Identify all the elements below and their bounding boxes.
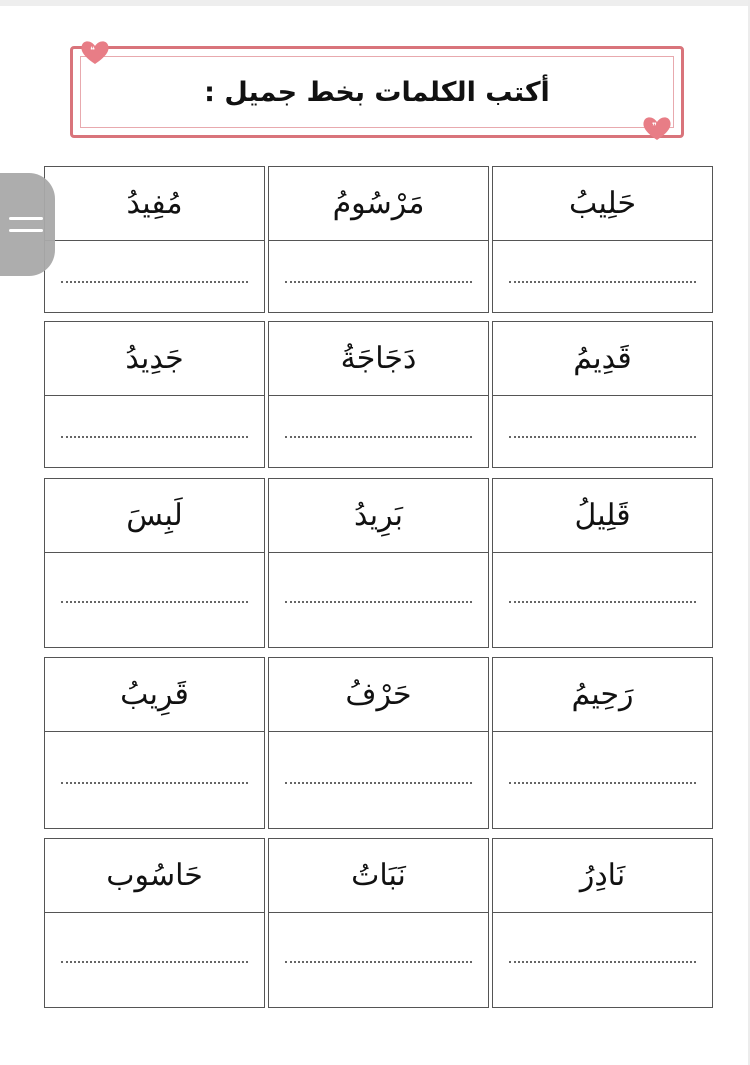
word-cell xyxy=(44,166,265,313)
writing-line[interactable] xyxy=(509,281,696,283)
svg-text:❞: ❞ xyxy=(652,122,657,132)
drag-handle-icon[interactable] xyxy=(0,173,55,276)
word-cell xyxy=(492,478,713,648)
handle-bar xyxy=(9,229,43,232)
writing-line[interactable] xyxy=(61,281,248,283)
writing-line[interactable] xyxy=(285,782,472,784)
word-label: مُفِيدُ xyxy=(45,167,264,241)
writing-line[interactable] xyxy=(285,281,472,283)
word-cell xyxy=(492,657,713,829)
writing-line[interactable] xyxy=(509,782,696,784)
writing-line[interactable] xyxy=(61,601,248,603)
word-label: جَدِيدُ xyxy=(45,322,264,396)
word-label: قَرِيبُ xyxy=(45,658,264,732)
word-cell xyxy=(492,838,713,1008)
heart-icon xyxy=(640,114,674,142)
word-label: لَبِسَ xyxy=(45,479,264,553)
word-cell xyxy=(268,321,489,468)
word-label: حَاسُوب xyxy=(45,839,264,913)
title-inner-border xyxy=(80,56,674,128)
word-cell xyxy=(44,321,265,468)
top-edge xyxy=(0,0,750,6)
word-label: بَرِيدُ xyxy=(269,479,488,553)
svg-text:❝: ❝ xyxy=(90,46,95,56)
word-label: حَرْفُ xyxy=(269,658,488,732)
word-label: قَلِيلُ xyxy=(493,479,712,553)
writing-line[interactable] xyxy=(285,436,472,438)
word-label: قَدِيمُ xyxy=(493,322,712,396)
word-cell xyxy=(268,166,489,313)
heart-icon xyxy=(78,38,112,66)
word-label: دَجَاجَةُ xyxy=(269,322,488,396)
word-cell xyxy=(492,166,713,313)
writing-line[interactable] xyxy=(509,436,696,438)
writing-line[interactable] xyxy=(285,601,472,603)
word-cell xyxy=(268,838,489,1008)
word-cell xyxy=(44,838,265,1008)
writing-line[interactable] xyxy=(61,436,248,438)
writing-line[interactable] xyxy=(509,961,696,963)
writing-line[interactable] xyxy=(285,961,472,963)
handle-bar xyxy=(9,217,43,220)
word-label: نَادِرُ xyxy=(493,839,712,913)
word-cell xyxy=(492,321,713,468)
word-label: مَرْسُومُ xyxy=(269,167,488,241)
word-label: حَلِيبُ xyxy=(493,167,712,241)
word-label: نَبَاتُ xyxy=(269,839,488,913)
title-frame xyxy=(70,46,684,138)
worksheet-title: أكتب الكلمات بخط جميل : xyxy=(204,76,550,108)
word-cell xyxy=(268,478,489,648)
word-label: رَحِيمُ xyxy=(493,658,712,732)
writing-line[interactable] xyxy=(61,782,248,784)
writing-line[interactable] xyxy=(61,961,248,963)
writing-line[interactable] xyxy=(509,601,696,603)
word-cell xyxy=(44,657,265,829)
word-cell xyxy=(44,478,265,648)
word-cell xyxy=(268,657,489,829)
